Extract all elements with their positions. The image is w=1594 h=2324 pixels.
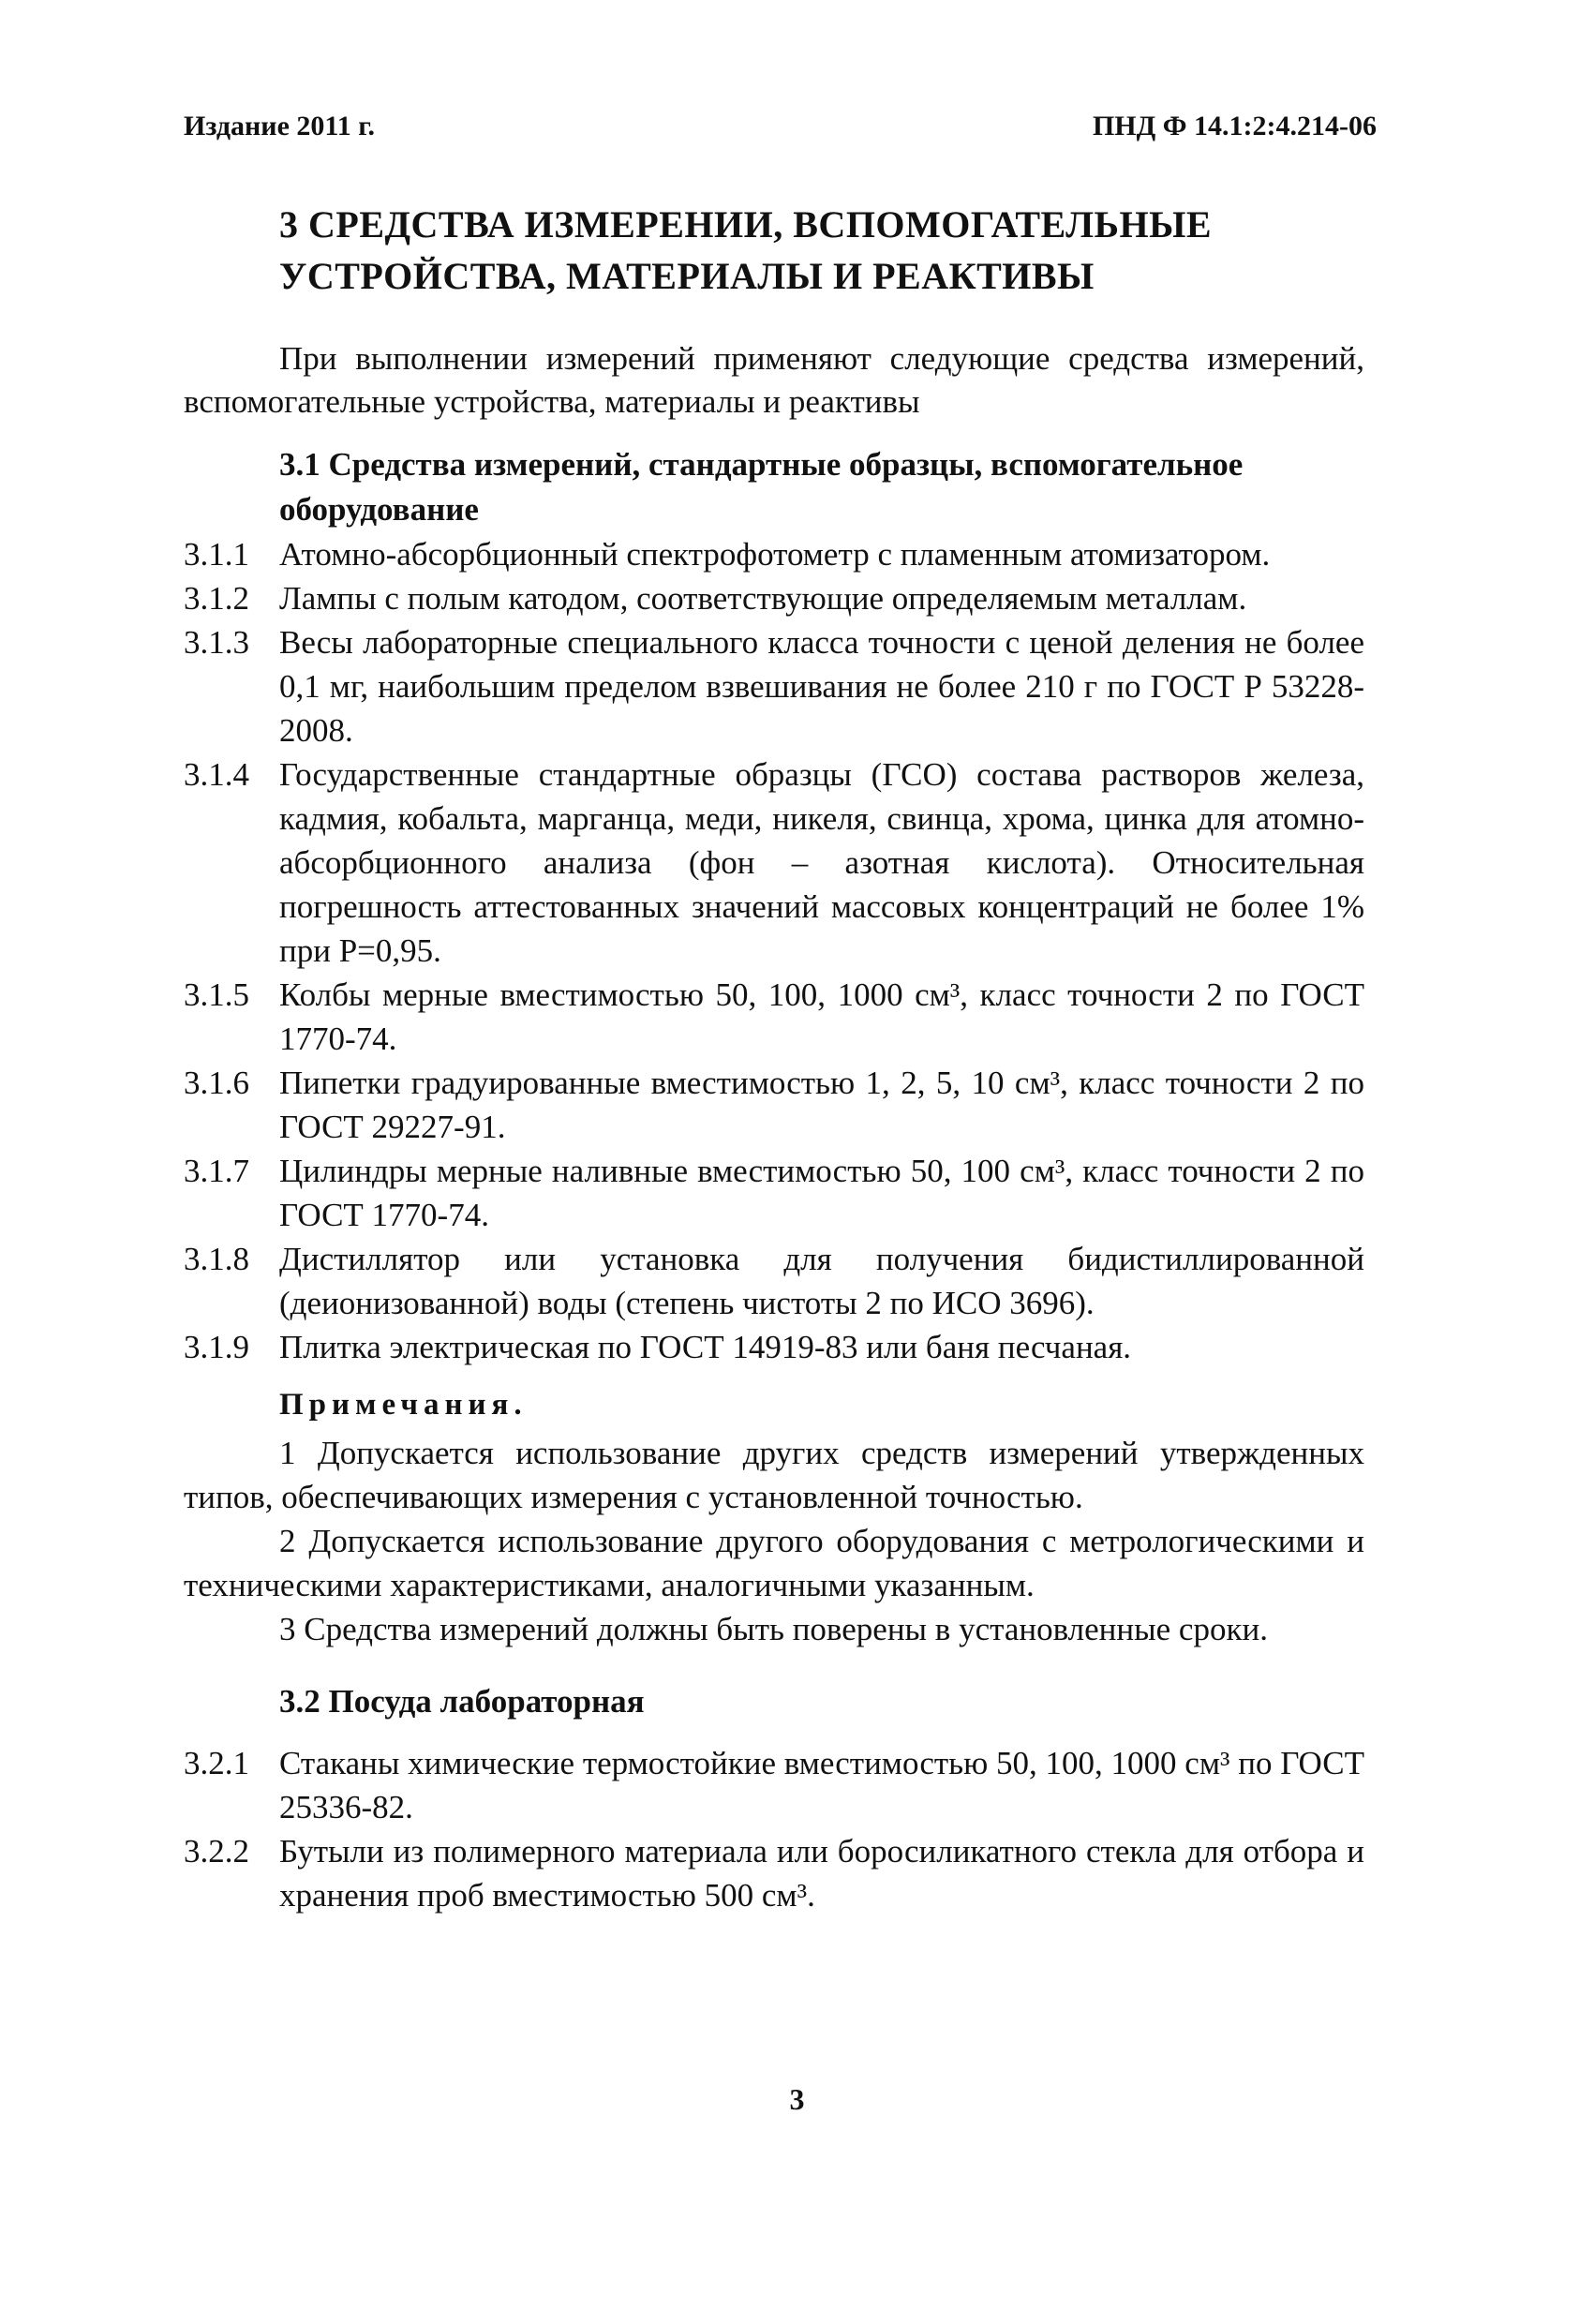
list-item bbox=[184, 973, 1364, 1061]
list-item bbox=[184, 532, 1364, 576]
subsection-3-1-title: 3.1 Средства измерений, стандартные образцы, вспомогательное оборудование bbox=[279, 446, 1244, 528]
item-number: 3.1.9 bbox=[184, 1329, 249, 1365]
section-intro: При выполнении измерений применяют следующие средства измерений, вспомогательные устройства, материалы и реактивы bbox=[184, 340, 1364, 420]
note-item: 2 Допускается использование другого оборудования с метрологическими и техническими характеристиками, аналогичными указанным. bbox=[184, 1523, 1364, 1603]
item-number: 3.2.1 bbox=[184, 1745, 249, 1781]
note-item: 3 Средства измерений должны быть поверены в установленные сроки. bbox=[279, 1611, 1268, 1647]
document-code-header: ПНД Ф 14.1:2:4.214-06 bbox=[1092, 111, 1377, 142]
subsection-3-2-title: 3.2 Посуда лабораторная bbox=[279, 1683, 645, 1720]
item-number: 3.1.6 bbox=[184, 1065, 249, 1101]
section-title-line-2: УСТРОЙСТВА, МАТЕРИАЛЫ И РЕАКТИВЫ bbox=[279, 255, 1095, 297]
page-content bbox=[184, 199, 1364, 1917]
item-number: 3.1.4 bbox=[184, 756, 249, 793]
item-text: Дистиллятор или установка для получения бидистиллированной (деионизованной) воды (степень чистоты 2 по ИСО 3696). bbox=[279, 1241, 1364, 1321]
item-number: 3.2.2 bbox=[184, 1833, 249, 1870]
item-text: Цилиндры мерные наливные вместимостью 50, 100 см³, класс точности 2 по ГОСТ 1770-74. bbox=[279, 1153, 1364, 1233]
item-number: 3.1.1 bbox=[184, 536, 249, 573]
item-text: Лампы с полым катодом, соответствующие определяемым металлам. bbox=[279, 580, 1247, 617]
list-item bbox=[184, 576, 1364, 620]
section-title-line-1: 3 СРЕДСТВА ИЗМЕРЕНИИ, ВСПОМОГАТЕЛЬНЫЕ bbox=[279, 203, 1213, 246]
page-number: 3 bbox=[789, 2082, 805, 2116]
list-item bbox=[184, 1237, 1364, 1325]
item-text: Весы лабораторные специального класса точности с ценой деления не более 0,1 мг, наибольшим пределом взвешивания не более 210 г по ГОСТ Р 53228-2008. bbox=[279, 624, 1364, 749]
subsection-3-2-list bbox=[184, 1741, 1364, 1917]
notes-title: Примечания. bbox=[279, 1388, 528, 1422]
list-item bbox=[184, 1061, 1364, 1149]
list-item bbox=[184, 752, 1364, 973]
item-text: Колбы мерные вместимостью 50, 100, 1000 см³, класс точности 2 по ГОСТ 1770-74. bbox=[279, 976, 1364, 1057]
list-item bbox=[184, 1741, 1364, 1829]
section-title bbox=[279, 199, 1364, 302]
item-number: 3.1.8 bbox=[184, 1241, 249, 1277]
item-text: Государственные стандартные образцы (ГСО) состава растворов железа, кадмия, кобальта, марганца, меди, никеля, свинца, хрома, цинка для атомно-абсорбционного анализа (фон – азотная кислота). Относительная погрешность аттестованных значений массовых концентраций не более 1% при P=0,95. bbox=[279, 756, 1364, 969]
list-item bbox=[184, 1829, 1364, 1917]
edition-header: Издание 2011 г. bbox=[184, 111, 375, 142]
item-text: Бутыли из полимерного материала или боросиликатного стекла для отбора и хранения проб вместимостью 500 см³. bbox=[279, 1833, 1364, 1914]
item-number: 3.1.2 bbox=[184, 580, 249, 617]
item-text: Плитка электрическая по ГОСТ 14919-83 или баня песчаная. bbox=[279, 1329, 1132, 1365]
list-item bbox=[184, 1149, 1364, 1237]
notes-list bbox=[184, 1431, 1364, 1651]
list-item bbox=[184, 620, 1364, 752]
item-text: Атомно-абсорбционный спектрофотометр с пламенным атомизатором. bbox=[279, 536, 1271, 573]
item-number: 3.1.5 bbox=[184, 976, 249, 1013]
item-number: 3.1.3 bbox=[184, 624, 249, 661]
note-item: 1 Допускается использование других средств измерений утвержденных типов, обеспечивающих измерения с установленной точностью. bbox=[184, 1435, 1364, 1515]
item-number: 3.1.7 bbox=[184, 1153, 249, 1189]
subsection-3-1-list bbox=[184, 532, 1364, 1369]
item-text: Стаканы химические термостойкие вместимостью 50, 100, 1000 см³ по ГОСТ 25336-82. bbox=[279, 1745, 1364, 1825]
list-item bbox=[184, 1325, 1364, 1369]
item-text: Пипетки градуированные вместимостью 1, 2, 5, 10 см³, класс точности 2 по ГОСТ 29227-91. bbox=[279, 1065, 1364, 1145]
